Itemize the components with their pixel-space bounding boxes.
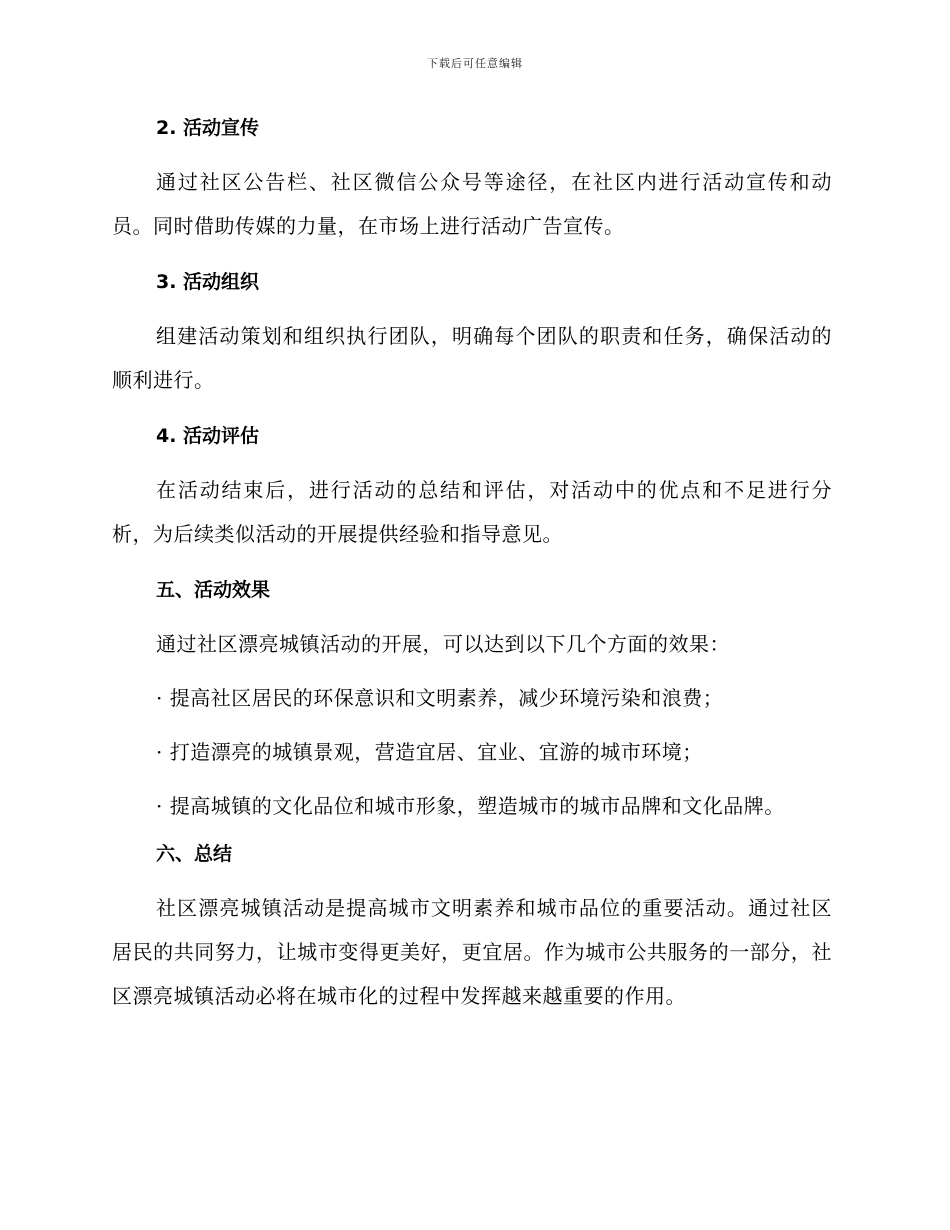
section-paragraph-activity-evaluation: 在活动结束后，进行活动的总结和评估，对活动中的优点和不足进行分析，为后续类似活动的开展提供经验和指导意见。 bbox=[112, 478, 832, 546]
section-paragraph-summary: 社区漂亮城镇活动是提高城市文明素养和城市品位的重要活动。通过社区居民的共同努力，让城市变得更美好，更宜居。作为城市公共服务的一部分，社区漂亮城镇活动必将在城市化的过程中发挥越来越重要的作用。 bbox=[112, 896, 832, 1008]
section-heading-activity-evaluation: 4. 活动评估 bbox=[156, 425, 260, 447]
effect-bullet-item: · 提高城镇的文化品位和城市形象，塑造城市的城市品牌和文化品牌。 bbox=[156, 794, 785, 818]
document-body bbox=[112, 112, 832, 1018]
section-paragraph-activity-organization: 组建活动策划和组织执行团队，明确每个团队的职责和任务，确保活动的顺利进行。 bbox=[112, 324, 832, 392]
section-heading-activity-organization: 3. 活动组织 bbox=[156, 271, 260, 293]
section-paragraph-activity-promotion: 通过社区公告栏、社区微信公众号等途径，在社区内进行活动宣传和动员。同时借助传媒的力量，在市场上进行活动广告宣传。 bbox=[112, 170, 832, 238]
effect-bullet-item: · 提高社区居民的环保意识和文明素养，减少环境污染和浪费； bbox=[156, 686, 724, 710]
section-paragraph-activity-effects: 通过社区漂亮城镇活动的开展，可以达到以下几个方面的效果： bbox=[156, 632, 730, 656]
section-heading-activity-effects: 五、活动效果 bbox=[156, 579, 271, 601]
effect-bullet-item: · 打造漂亮的城镇景观，营造宜居、宜业、宜游的城市环境； bbox=[156, 740, 703, 764]
section-heading-summary: 六、总结 bbox=[156, 843, 233, 865]
section-heading-activity-promotion: 2. 活动宣传 bbox=[156, 117, 260, 139]
page-header-note: 下载后可任意编辑 bbox=[427, 57, 523, 70]
